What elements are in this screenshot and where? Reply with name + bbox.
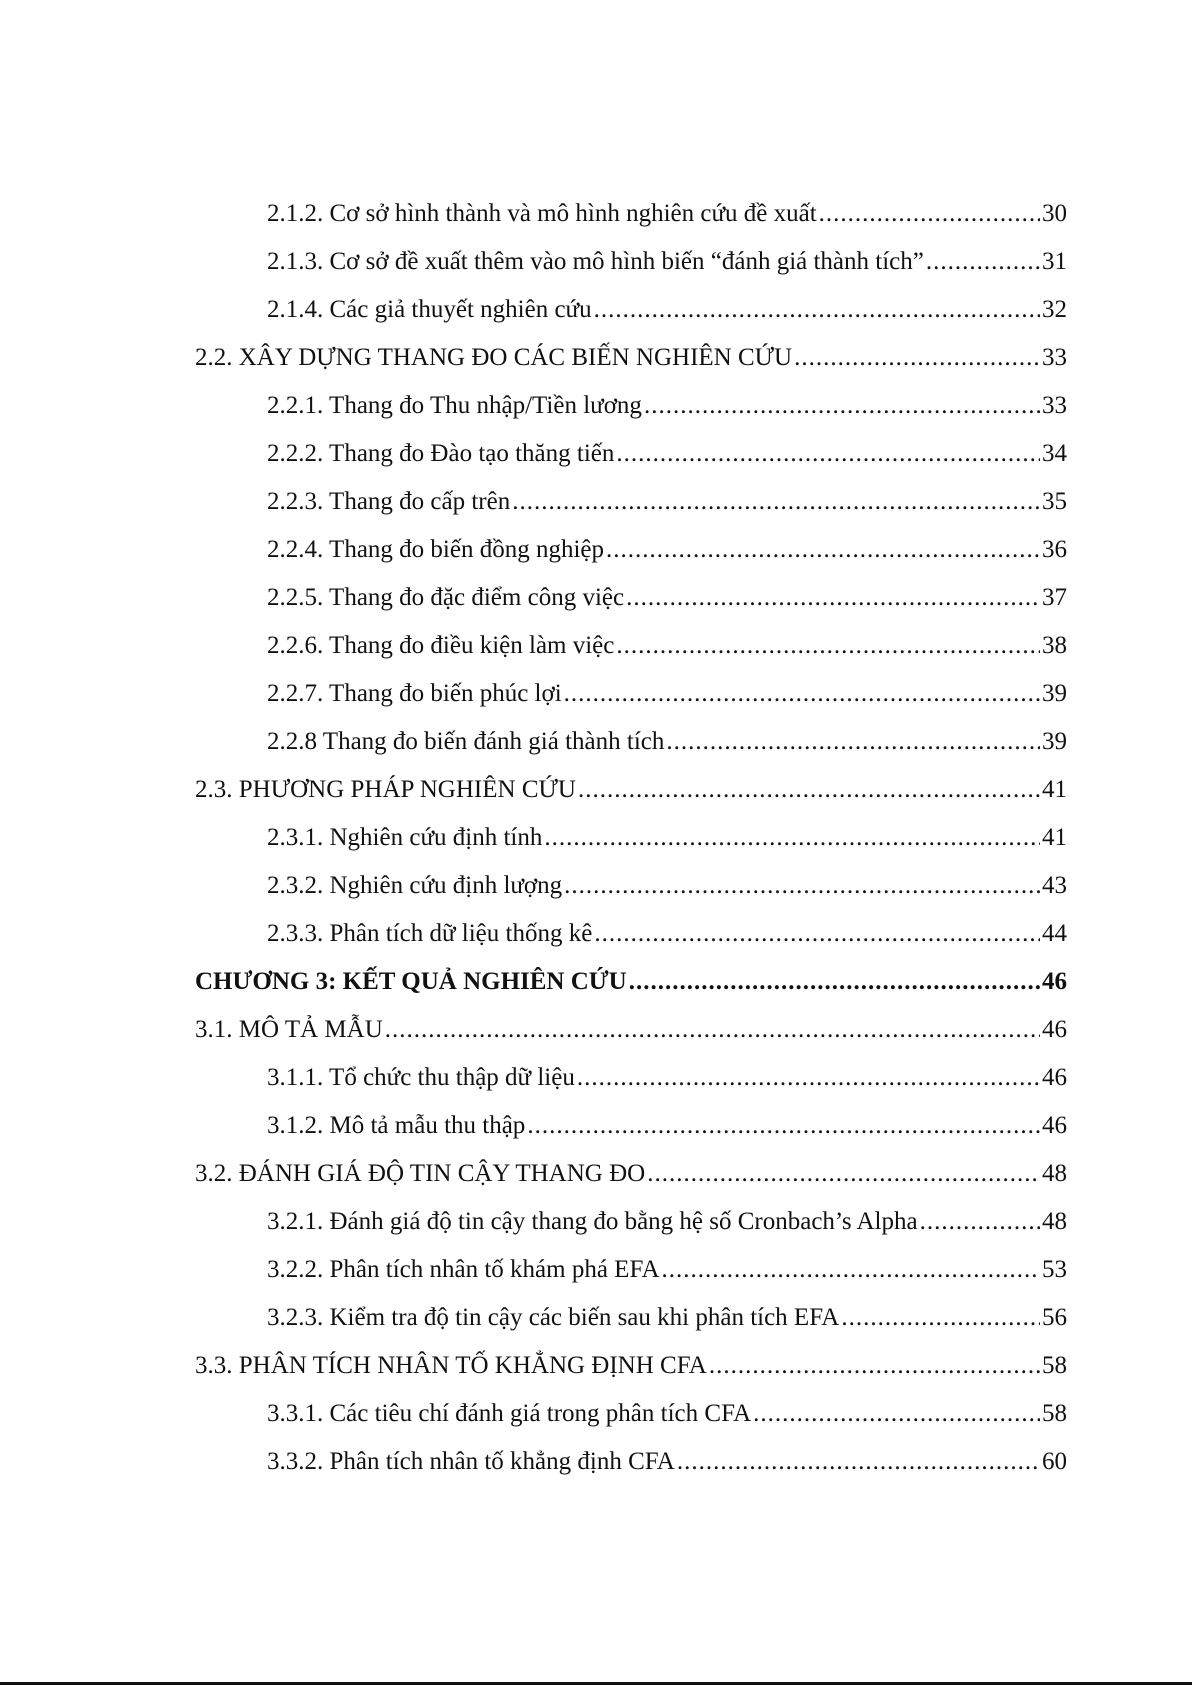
dot-leader bbox=[578, 773, 1040, 807]
toc-entry-title: 3.2.1. Đánh giá độ tin cậy thang đo bằng hệ số Cronbach’s Alpha bbox=[267, 1208, 918, 1235]
toc-entry-title: 3.2. ĐÁNH GIÁ ĐỘ TIN CẬY THANG ĐO bbox=[195, 1160, 646, 1187]
toc-entry-3-1-1[interactable] bbox=[267, 1061, 1067, 1095]
toc-entry-3-3-1[interactable] bbox=[267, 1397, 1067, 1431]
toc-entry-page: 41 bbox=[1042, 776, 1067, 803]
toc-entry-2-2-5[interactable] bbox=[267, 581, 1067, 615]
dot-leader bbox=[677, 1445, 1040, 1479]
toc-entry-title: 2.1.4. Các giả thuyết nghiên cứu bbox=[267, 296, 592, 323]
dot-leader bbox=[662, 1253, 1040, 1287]
dot-leader bbox=[629, 965, 1040, 999]
toc-entry-page: 35 bbox=[1042, 488, 1067, 515]
toc-entry-2-3[interactable] bbox=[195, 773, 1067, 807]
toc-entry-2-2-6[interactable] bbox=[267, 629, 1067, 663]
toc-entry-2-3-3[interactable] bbox=[267, 917, 1067, 951]
toc-entry-2-2[interactable] bbox=[195, 341, 1067, 375]
toc-entry-title: 2.2.6. Thang đo điều kiện làm việc bbox=[267, 632, 615, 659]
toc-entry-page: 33 bbox=[1042, 344, 1067, 371]
dot-leader bbox=[594, 917, 1040, 951]
toc-entry-page: 48 bbox=[1042, 1160, 1067, 1187]
dot-leader bbox=[926, 245, 1040, 279]
toc-entry-3-2-3[interactable] bbox=[267, 1301, 1067, 1335]
dot-leader bbox=[527, 1109, 1040, 1143]
toc-entry-title: 2.2.8 Thang đo biến đánh giá thành tích bbox=[267, 728, 665, 755]
toc-entry-3-2[interactable] bbox=[195, 1157, 1067, 1191]
dot-leader bbox=[644, 389, 1040, 423]
toc-entry-title: 2.2.5. Thang đo đặc điểm công việc bbox=[267, 584, 625, 611]
toc-entry-2-2-2[interactable] bbox=[267, 437, 1067, 471]
toc-entry-2-2-8[interactable] bbox=[267, 725, 1067, 759]
toc-entry-page: 39 bbox=[1042, 680, 1067, 707]
toc-entry-title: 2.2.2. Thang đo Đào tạo thăng tiến bbox=[267, 440, 615, 467]
dot-leader bbox=[819, 197, 1040, 231]
toc-entry-title: 2.3. PHƯƠNG PHÁP NGHIÊN CỨU bbox=[195, 776, 576, 803]
toc-entry-page: 43 bbox=[1042, 872, 1067, 899]
dot-leader bbox=[709, 1349, 1040, 1383]
toc-entry-title: 3.1.1. Tổ chức thu thập dữ liệu bbox=[267, 1064, 575, 1091]
toc-entry-page: 30 bbox=[1042, 200, 1067, 227]
toc-entry-page: 34 bbox=[1042, 440, 1067, 467]
toc-entry-2-1-4[interactable] bbox=[267, 293, 1067, 327]
toc-entry-3-3[interactable] bbox=[195, 1349, 1067, 1383]
toc-entry-title: 3.1.2. Mô tả mẫu thu thập bbox=[267, 1112, 526, 1139]
toc-entry-page: 33 bbox=[1042, 392, 1067, 419]
toc-entry-page: 38 bbox=[1042, 632, 1067, 659]
toc-entry-page: 46 bbox=[1042, 1112, 1067, 1139]
dot-leader bbox=[841, 1301, 1040, 1335]
toc-entry-page: 44 bbox=[1042, 920, 1067, 947]
toc-entry-title: 3.2.2. Phân tích nhân tố khám phá EFA bbox=[267, 1256, 660, 1283]
dot-leader bbox=[544, 821, 1040, 855]
dot-leader bbox=[794, 341, 1040, 375]
toc-entry-title: 2.2.7. Thang đo biến phúc lợi bbox=[267, 680, 562, 707]
toc-entry-2-2-4[interactable] bbox=[267, 533, 1067, 567]
toc-entry-title: CHƯƠNG 3: KẾT QUẢ NGHIÊN CỨU bbox=[195, 968, 627, 995]
toc-entry-3-1-2[interactable] bbox=[267, 1109, 1067, 1143]
toc-entry-title: 2.2.4. Thang đo biến đồng nghiệp bbox=[267, 536, 604, 563]
toc-entry-page: 39 bbox=[1042, 728, 1067, 755]
dot-leader bbox=[606, 533, 1040, 567]
toc-entry-page: 32 bbox=[1042, 296, 1067, 323]
toc-entry-title: 3.3.1. Các tiêu chí đánh giá trong phân tích CFA bbox=[267, 1400, 752, 1427]
toc-entry-title: 2.2. XÂY DỰNG THANG ĐO CÁC BIẾN NGHIÊN CỨU bbox=[195, 344, 793, 371]
dot-leader bbox=[564, 869, 1040, 903]
toc-entry-3-2-2[interactable] bbox=[267, 1253, 1067, 1287]
dot-leader bbox=[616, 629, 1040, 663]
toc-entry-page: 53 bbox=[1042, 1256, 1067, 1283]
toc-entry-title: 2.1.3. Cơ sở đề xuất thêm vào mô hình biến “đánh giá thành tích” bbox=[267, 248, 924, 275]
toc-entry-title: 2.2.1. Thang đo Thu nhập/Tiền lương bbox=[267, 392, 642, 419]
toc-entry-page: 46 bbox=[1042, 1064, 1067, 1091]
toc-entry-chapter-3[interactable] bbox=[195, 965, 1067, 999]
toc-entry-2-2-1[interactable] bbox=[267, 389, 1067, 423]
dot-leader bbox=[616, 437, 1040, 471]
toc-entry-2-1-3[interactable] bbox=[267, 245, 1067, 279]
toc-entry-title: 2.3.1. Nghiên cứu định tính bbox=[267, 824, 543, 851]
toc-entry-title: 3.3. PHÂN TÍCH NHÂN TỐ KHẲNG ĐỊNH CFA bbox=[195, 1352, 707, 1379]
toc-entry-page: 37 bbox=[1042, 584, 1067, 611]
toc-entry-2-3-1[interactable] bbox=[267, 821, 1067, 855]
dot-leader bbox=[647, 1157, 1040, 1191]
toc-entry-page: 58 bbox=[1042, 1400, 1067, 1427]
dot-leader bbox=[753, 1397, 1040, 1431]
toc-entry-page: 56 bbox=[1042, 1304, 1067, 1331]
toc-entry-page: 58 bbox=[1042, 1352, 1067, 1379]
toc-entry-2-3-2[interactable] bbox=[267, 869, 1067, 903]
dot-leader bbox=[594, 293, 1040, 327]
toc-entry-3-2-1[interactable] bbox=[267, 1205, 1067, 1239]
toc-entry-page: 36 bbox=[1042, 536, 1067, 563]
toc-entry-2-2-7[interactable] bbox=[267, 677, 1067, 711]
toc-entry-title: 3.3.2. Phân tích nhân tố khẳng định CFA bbox=[267, 1448, 675, 1475]
toc-entry-page: 48 bbox=[1042, 1208, 1067, 1235]
toc-entry-title: 3.1. MÔ TẢ MẪU bbox=[195, 1016, 383, 1043]
toc-entry-page: 60 bbox=[1042, 1448, 1067, 1475]
toc-entry-page: 31 bbox=[1042, 248, 1067, 275]
toc-entry-title: 3.2.3. Kiểm tra độ tin cậy các biến sau khi phân tích EFA bbox=[267, 1304, 840, 1331]
dot-leader bbox=[385, 1013, 1040, 1047]
toc-entry-3-1[interactable] bbox=[195, 1013, 1067, 1047]
toc-entry-title: 2.3.2. Nghiên cứu định lượng bbox=[267, 872, 563, 899]
dot-leader bbox=[577, 1061, 1040, 1095]
toc-entry-3-3-2[interactable] bbox=[267, 1445, 1067, 1479]
dot-leader bbox=[512, 485, 1040, 519]
dot-leader bbox=[666, 725, 1040, 759]
toc-entry-title: 2.1.2. Cơ sở hình thành và mô hình nghiên cứu đề xuất bbox=[267, 200, 817, 227]
toc-entry-page: 46 bbox=[1042, 968, 1067, 995]
toc-entry-page: 46 bbox=[1042, 1016, 1067, 1043]
dot-leader bbox=[920, 1205, 1040, 1239]
toc-entry-2-2-3[interactable] bbox=[267, 485, 1067, 519]
dot-leader bbox=[626, 581, 1040, 615]
dot-leader bbox=[564, 677, 1040, 711]
toc-entry-page: 41 bbox=[1042, 824, 1067, 851]
toc-entry-title: 2.2.3. Thang đo cấp trên bbox=[267, 488, 511, 515]
toc-entry-title: 2.3.3. Phân tích dữ liệu thống kê bbox=[267, 920, 593, 947]
toc-entry-2-1-2[interactable] bbox=[267, 197, 1067, 231]
